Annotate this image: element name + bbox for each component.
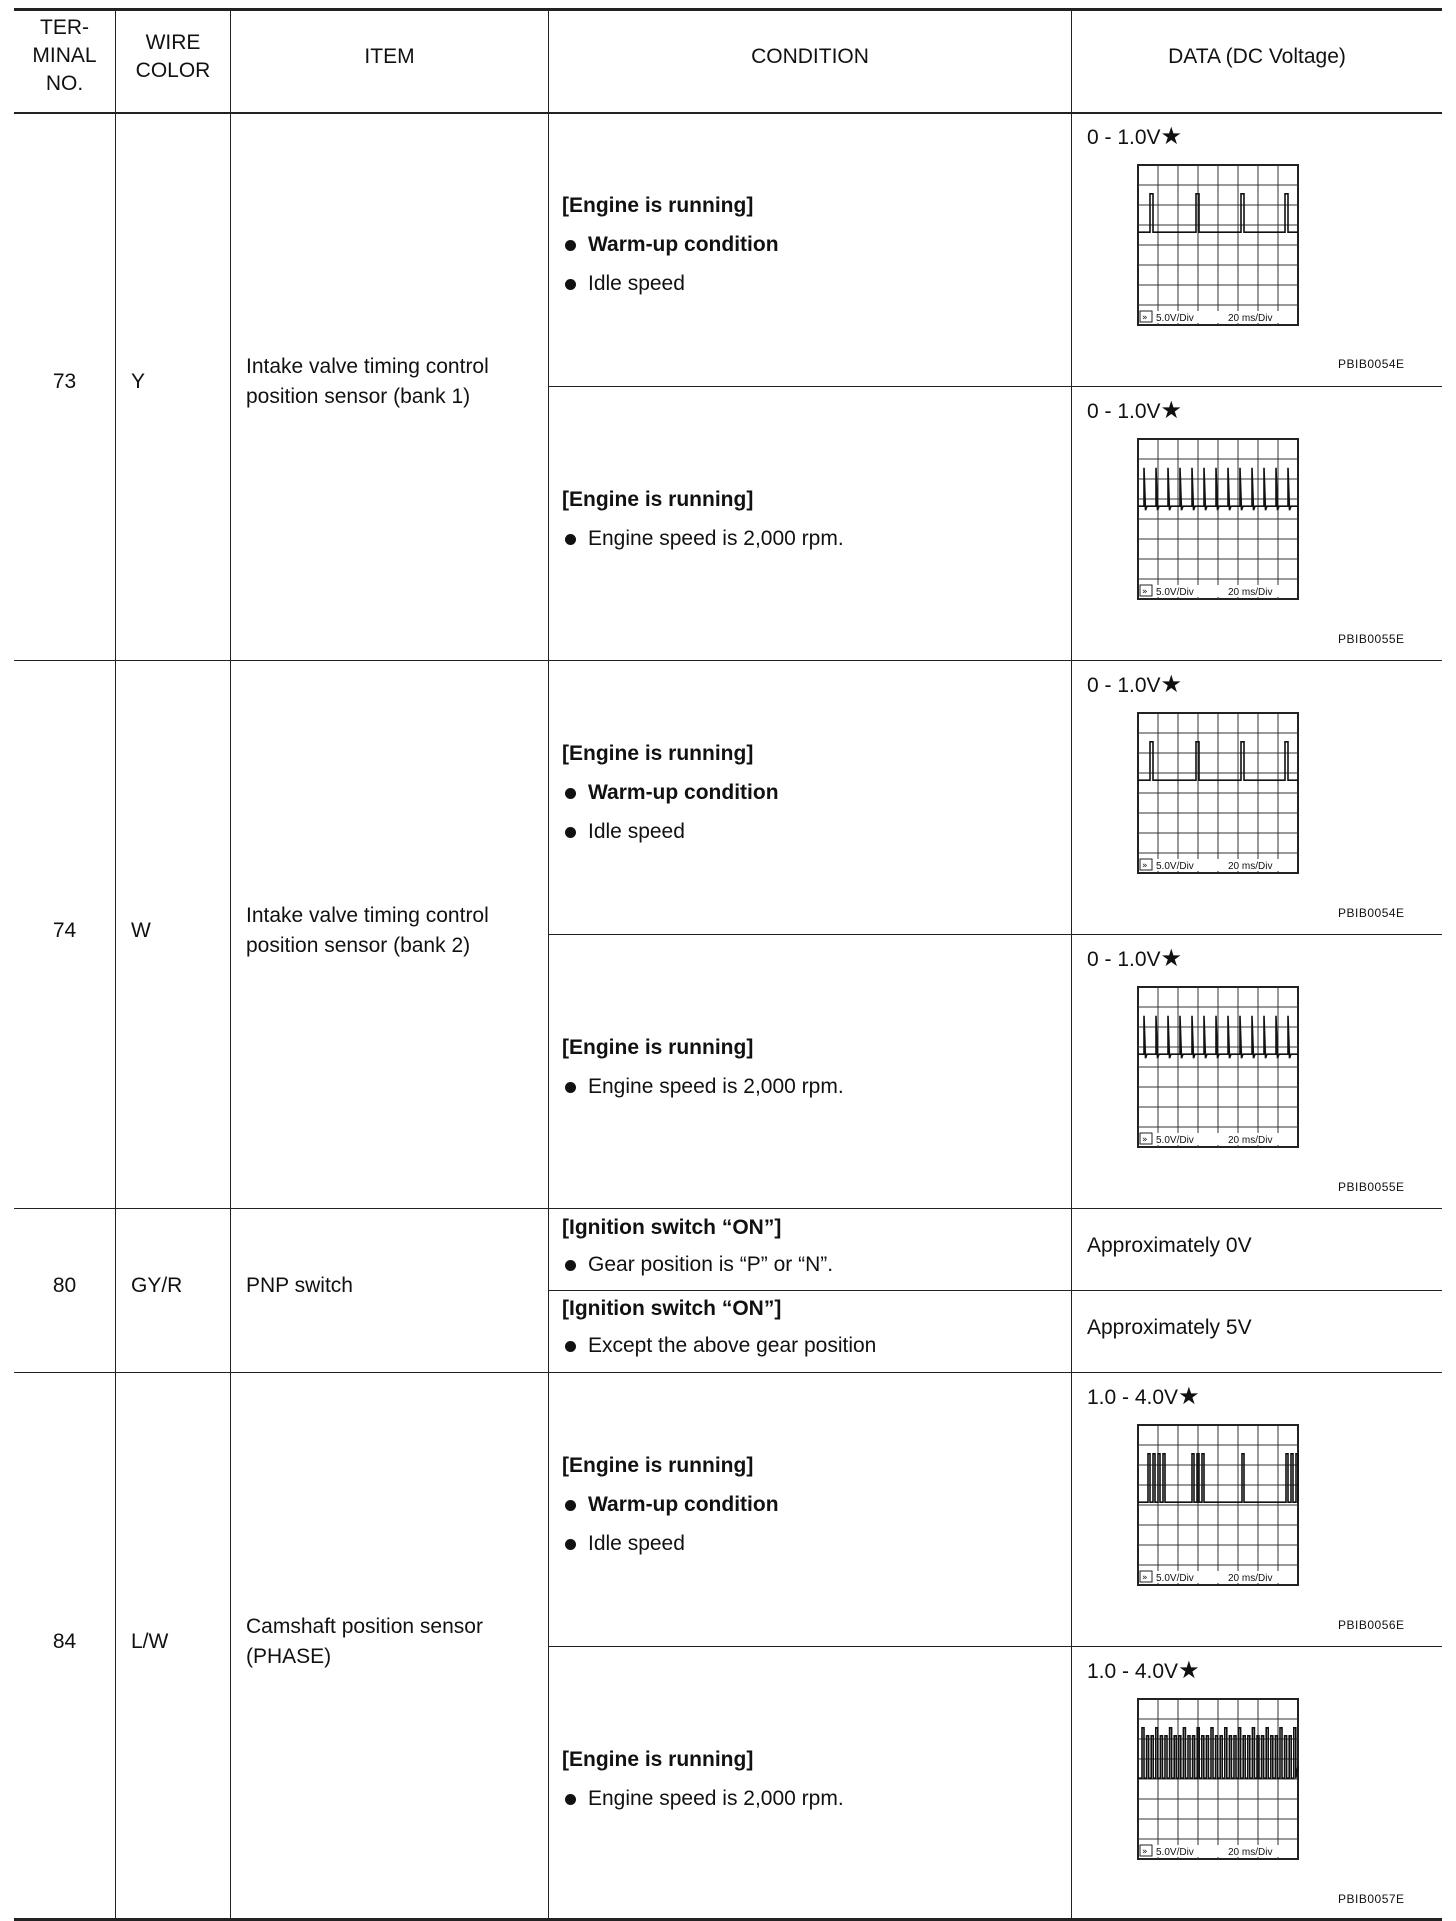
scope-time-label: 20 ms/Div (1228, 1135, 1273, 1146)
star-icon: ★ (1160, 123, 1183, 150)
item-line: (PHASE) (246, 1645, 332, 1668)
voltage-label (1087, 1658, 1200, 1685)
header-item: ITEM (364, 45, 415, 68)
oscilloscope-waveform (1136, 163, 1302, 345)
bullet-text: Warm-up condition (588, 781, 779, 804)
star-icon: ★ (1178, 1383, 1200, 1410)
terminal-no: 84 (52, 1630, 77, 1653)
item-line: Intake valve timing control (246, 904, 489, 927)
condition-block (562, 739, 779, 847)
voltage-value: 0 - 1.0V (1087, 126, 1161, 149)
bullet-text: Warm-up condition (588, 1493, 779, 1516)
oscilloscope-waveform (1136, 1697, 1302, 1879)
condition-block (562, 1451, 779, 1559)
condition-bullet (562, 1250, 833, 1280)
item-line: position sensor (bank 2) (246, 934, 471, 957)
condition-title: [Ignition switch “ON”] (562, 1216, 782, 1239)
header-terminal-no (14, 14, 115, 98)
chevron-right-double-glyph: » (1142, 587, 1148, 597)
header-wire-line2: COLOR (135, 59, 211, 82)
header-terminal-line2: MINAL (32, 44, 97, 67)
bullet-icon (565, 279, 576, 290)
item-line: Camshaft position sensor (246, 1615, 483, 1638)
condition-block (562, 485, 844, 554)
voltage-value: 1.0 - 4.0V (1087, 1386, 1179, 1409)
figure-id: PBIB0054E (1338, 906, 1405, 920)
bullet-text: Engine speed is 2,000 rpm. (588, 1787, 844, 1810)
scope-scale-label: 5.0V/Div (1156, 1573, 1194, 1584)
bullet-text: Engine speed is 2,000 rpm. (588, 1075, 844, 1098)
scope-time-label: 20 ms/Div (1228, 1573, 1273, 1584)
condition-bullet (562, 269, 779, 299)
voltage-value: 1.0 - 4.0V (1087, 1660, 1179, 1683)
voltage-label (1087, 946, 1182, 973)
condition-bullet (562, 817, 779, 847)
condition-bullet (562, 1072, 844, 1102)
data-value: Approximately 0V (1087, 1234, 1252, 1257)
condition-bullet (562, 778, 779, 808)
condition-title: [Engine is running] (562, 488, 754, 511)
condition-bullet (562, 524, 844, 554)
header-wire-line1: WIRE (145, 31, 201, 54)
terminal-no: 80 (52, 1274, 77, 1297)
scope-time-label: 20 ms/Div (1228, 587, 1273, 598)
header-terminal-line3: NO. (45, 72, 84, 95)
bullet-icon (565, 1500, 576, 1511)
voltage-value: 0 - 1.0V (1087, 674, 1161, 697)
voltage-label (1087, 398, 1182, 425)
bullet-icon (565, 1341, 576, 1352)
bullet-text: Idle speed (588, 272, 685, 295)
voltage-label (1087, 1384, 1200, 1411)
chevron-right-double-glyph: » (1142, 313, 1148, 323)
figure-id: PBIB0055E (1338, 1180, 1405, 1194)
scope-time-label: 20 ms/Div (1228, 313, 1273, 324)
oscilloscope-waveform (1136, 1423, 1302, 1605)
item-line: Intake valve timing control (246, 355, 489, 378)
voltage-value: 0 - 1.0V (1087, 400, 1161, 423)
bullet-icon (565, 1539, 576, 1550)
item-name (246, 901, 489, 961)
bullet-icon (565, 240, 576, 251)
voltage-label (1087, 672, 1182, 699)
bullet-icon (565, 534, 576, 545)
bullet-text: Engine speed is 2,000 rpm. (588, 527, 844, 550)
item-name (246, 1612, 483, 1672)
star-icon: ★ (1160, 671, 1183, 698)
wire-color: GY/R (131, 1274, 183, 1297)
voltage-label (1087, 124, 1182, 151)
header-data: DATA (DC Voltage) (1168, 45, 1346, 68)
bullet-icon (565, 1082, 576, 1093)
bullet-text: Idle speed (588, 1532, 685, 1555)
chevron-right-double-glyph: » (1142, 1135, 1148, 1145)
oscilloscope-waveform (1136, 437, 1302, 619)
header-condition: CONDITION (751, 45, 869, 68)
condition-bullet (562, 1490, 779, 1520)
voltage-value: 0 - 1.0V (1087, 948, 1161, 971)
condition-title: [Engine is running] (562, 1748, 754, 1771)
bullet-icon (565, 827, 576, 838)
condition-bullet (562, 1331, 876, 1361)
item-name (246, 352, 489, 412)
scope-scale-label: 5.0V/Div (1156, 587, 1194, 598)
condition-bullet (562, 230, 779, 260)
oscilloscope-waveform (1136, 985, 1302, 1167)
condition-title: [Ignition switch “ON”] (562, 1297, 782, 1320)
star-icon: ★ (1160, 945, 1183, 972)
item-line: PNP switch (246, 1274, 353, 1297)
scope-scale-label: 5.0V/Div (1156, 313, 1194, 324)
condition-title: [Engine is running] (562, 194, 754, 217)
wire-color: L/W (131, 1630, 169, 1653)
condition-block (562, 1294, 876, 1361)
scope-scale-label: 5.0V/Div (1156, 1135, 1194, 1146)
bullet-text: Warm-up condition (588, 233, 779, 256)
scope-scale-label: 5.0V/Div (1156, 1847, 1194, 1858)
figure-id: PBIB0056E (1338, 1618, 1405, 1632)
header-wire-color (116, 29, 230, 85)
figure-id: PBIB0054E (1338, 357, 1405, 371)
bullet-icon (565, 1794, 576, 1805)
header-terminal-line1: TER- (40, 16, 89, 39)
scope-time-label: 20 ms/Div (1228, 861, 1273, 872)
figure-id: PBIB0057E (1338, 1892, 1405, 1906)
bullet-text: Gear position is “P” or “N”. (588, 1253, 834, 1276)
condition-title: [Engine is running] (562, 1036, 754, 1059)
item-line: position sensor (bank 1) (246, 385, 471, 408)
condition-block (562, 191, 779, 299)
condition-block (562, 1745, 844, 1814)
bullet-text: Idle speed (588, 820, 685, 843)
condition-block (562, 1213, 833, 1280)
data-value: Approximately 5V (1087, 1316, 1252, 1339)
condition-title: [Engine is running] (562, 742, 754, 765)
chevron-right-double-glyph: » (1142, 861, 1148, 871)
condition-bullet (562, 1784, 844, 1814)
bullet-icon (565, 1260, 576, 1271)
bullet-icon (565, 788, 576, 799)
star-icon: ★ (1160, 397, 1183, 424)
terminal-no: 74 (52, 919, 77, 942)
condition-title: [Engine is running] (562, 1454, 754, 1477)
oscilloscope-waveform (1136, 711, 1302, 893)
chevron-right-double-glyph: » (1142, 1573, 1148, 1583)
scope-time-label: 20 ms/Div (1228, 1847, 1273, 1858)
scope-scale-label: 5.0V/Div (1156, 861, 1194, 872)
wire-color: W (131, 919, 151, 942)
item-name (246, 1271, 353, 1301)
condition-bullet (562, 1529, 779, 1559)
figure-id: PBIB0055E (1338, 632, 1405, 646)
terminal-no: 73 (52, 370, 77, 393)
chevron-right-double-glyph: » (1142, 1847, 1148, 1857)
wire-color: Y (131, 370, 146, 393)
star-icon: ★ (1178, 1657, 1200, 1684)
bullet-text: Except the above gear position (588, 1334, 877, 1357)
condition-block (562, 1033, 844, 1102)
